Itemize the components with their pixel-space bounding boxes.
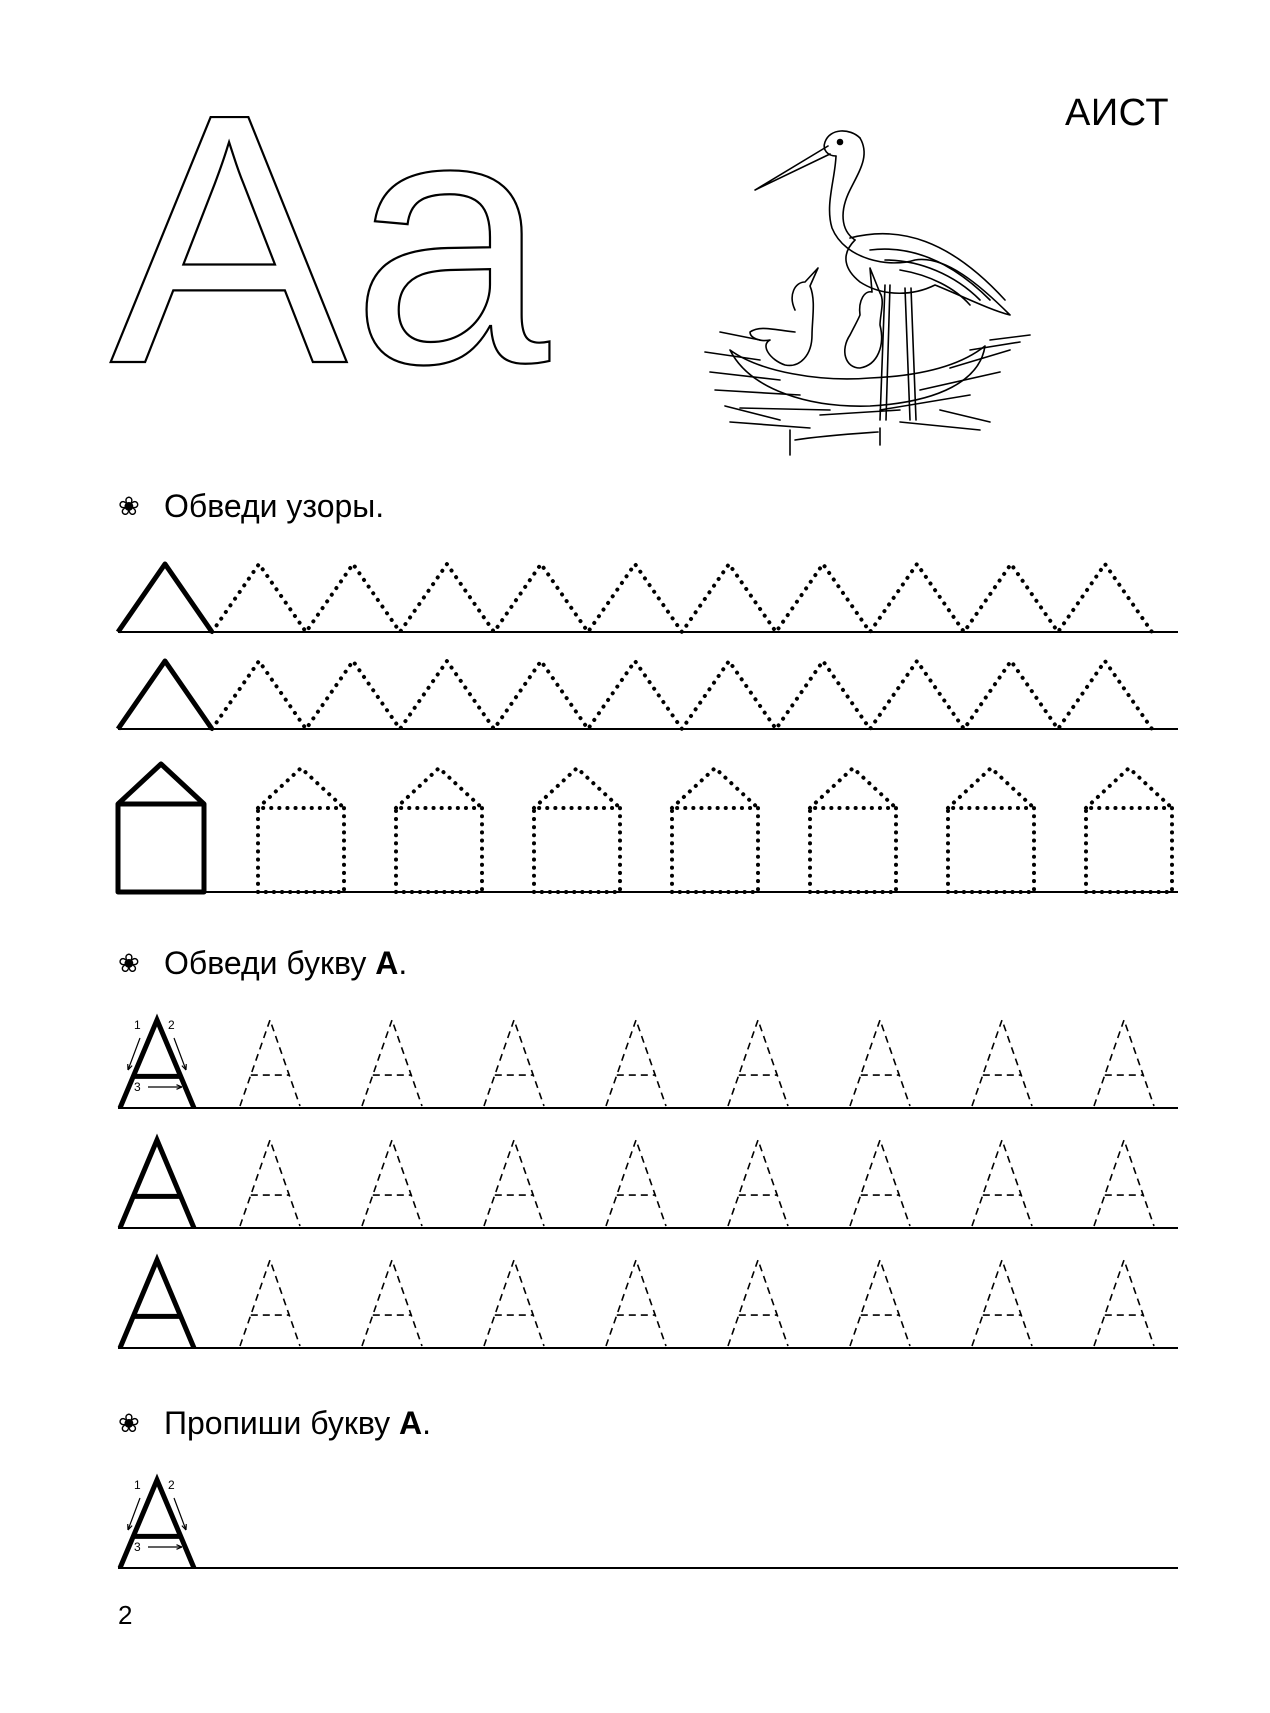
flower-icon: ❀ xyxy=(118,491,140,521)
dashed-letter-a xyxy=(484,1260,544,1346)
zigzag-row[interactable] xyxy=(118,564,1178,632)
dashed-letter-a xyxy=(728,1020,788,1106)
stroke-number-3: 3 xyxy=(134,1540,141,1554)
dashed-letter-a xyxy=(240,1140,300,1226)
instruction-suffix: . xyxy=(422,1405,432,1441)
dotted-house xyxy=(396,768,482,892)
letter-writing-row[interactable] xyxy=(118,1480,1178,1568)
stroke-number-1: 1 xyxy=(134,1478,141,1492)
solid-triangle xyxy=(118,661,212,729)
dashed-letter-a xyxy=(728,1260,788,1346)
flower-icon: ❀ xyxy=(118,1408,140,1438)
instruction-text: Обведи букву xyxy=(164,945,376,981)
stroke-number-2: 2 xyxy=(168,1478,175,1492)
dashed-letter-a xyxy=(484,1140,544,1226)
sample-letter-a xyxy=(120,1260,194,1348)
dashed-letter-a xyxy=(972,1140,1032,1226)
dashed-letter-a xyxy=(972,1020,1032,1106)
dotted-house xyxy=(672,768,758,892)
instruction-text: Пропиши букву xyxy=(164,1405,400,1441)
big-outline-letter-text: Аа xyxy=(110,41,550,438)
dashed-letter-a xyxy=(728,1140,788,1226)
stroke-number-1: 1 xyxy=(134,1018,141,1032)
dashed-letter-a xyxy=(850,1140,910,1226)
sample-letter-a xyxy=(120,1020,194,1108)
instruction-trace-letter xyxy=(118,945,407,982)
instruction-suffix: . xyxy=(398,945,408,981)
zigzag-row[interactable] xyxy=(118,661,1178,729)
sample-letter-a xyxy=(120,1140,194,1228)
dashed-letter-a xyxy=(972,1260,1032,1346)
sample-letter-a xyxy=(120,1480,194,1568)
letter-trace-rows[interactable] xyxy=(118,1020,1178,1348)
dashed-letter-a xyxy=(240,1020,300,1106)
dotted-house xyxy=(810,768,896,892)
dotted-zigzag xyxy=(212,661,1152,729)
solid-house xyxy=(118,764,204,892)
instruction-letter: А xyxy=(375,945,399,981)
dashed-letter-a xyxy=(484,1020,544,1106)
dashed-letter-a xyxy=(606,1140,666,1226)
picture-word: АИСТ xyxy=(1065,92,1170,134)
dashed-letter-a xyxy=(850,1020,910,1106)
dashed-letter-a xyxy=(362,1020,422,1106)
instruction-write-letter xyxy=(118,1405,431,1442)
flower-icon: ❀ xyxy=(118,948,140,978)
dashed-letter-a xyxy=(606,1260,666,1346)
dotted-zigzag xyxy=(212,564,1152,632)
dashed-letter-a xyxy=(1094,1140,1154,1226)
instruction-text: Обведи узоры. xyxy=(164,488,385,524)
dashed-letter-a xyxy=(240,1260,300,1346)
stroke-number-3: 3 xyxy=(134,1080,141,1094)
dotted-house xyxy=(1086,768,1172,892)
page-number: 2 xyxy=(118,1600,133,1630)
solid-triangle xyxy=(118,564,212,632)
dotted-house xyxy=(948,768,1034,892)
dashed-letter-a xyxy=(850,1260,910,1346)
dashed-letter-a xyxy=(1094,1260,1154,1346)
stroke-number-2: 2 xyxy=(168,1018,175,1032)
dotted-house xyxy=(258,768,344,892)
dashed-letter-a xyxy=(1094,1020,1154,1106)
dashed-letter-a xyxy=(362,1140,422,1226)
instruction-letter: А xyxy=(399,1405,423,1441)
dotted-house xyxy=(534,768,620,892)
dashed-letter-a xyxy=(362,1260,422,1346)
houses-row[interactable] xyxy=(118,764,1178,892)
dashed-letter-a xyxy=(606,1020,666,1106)
